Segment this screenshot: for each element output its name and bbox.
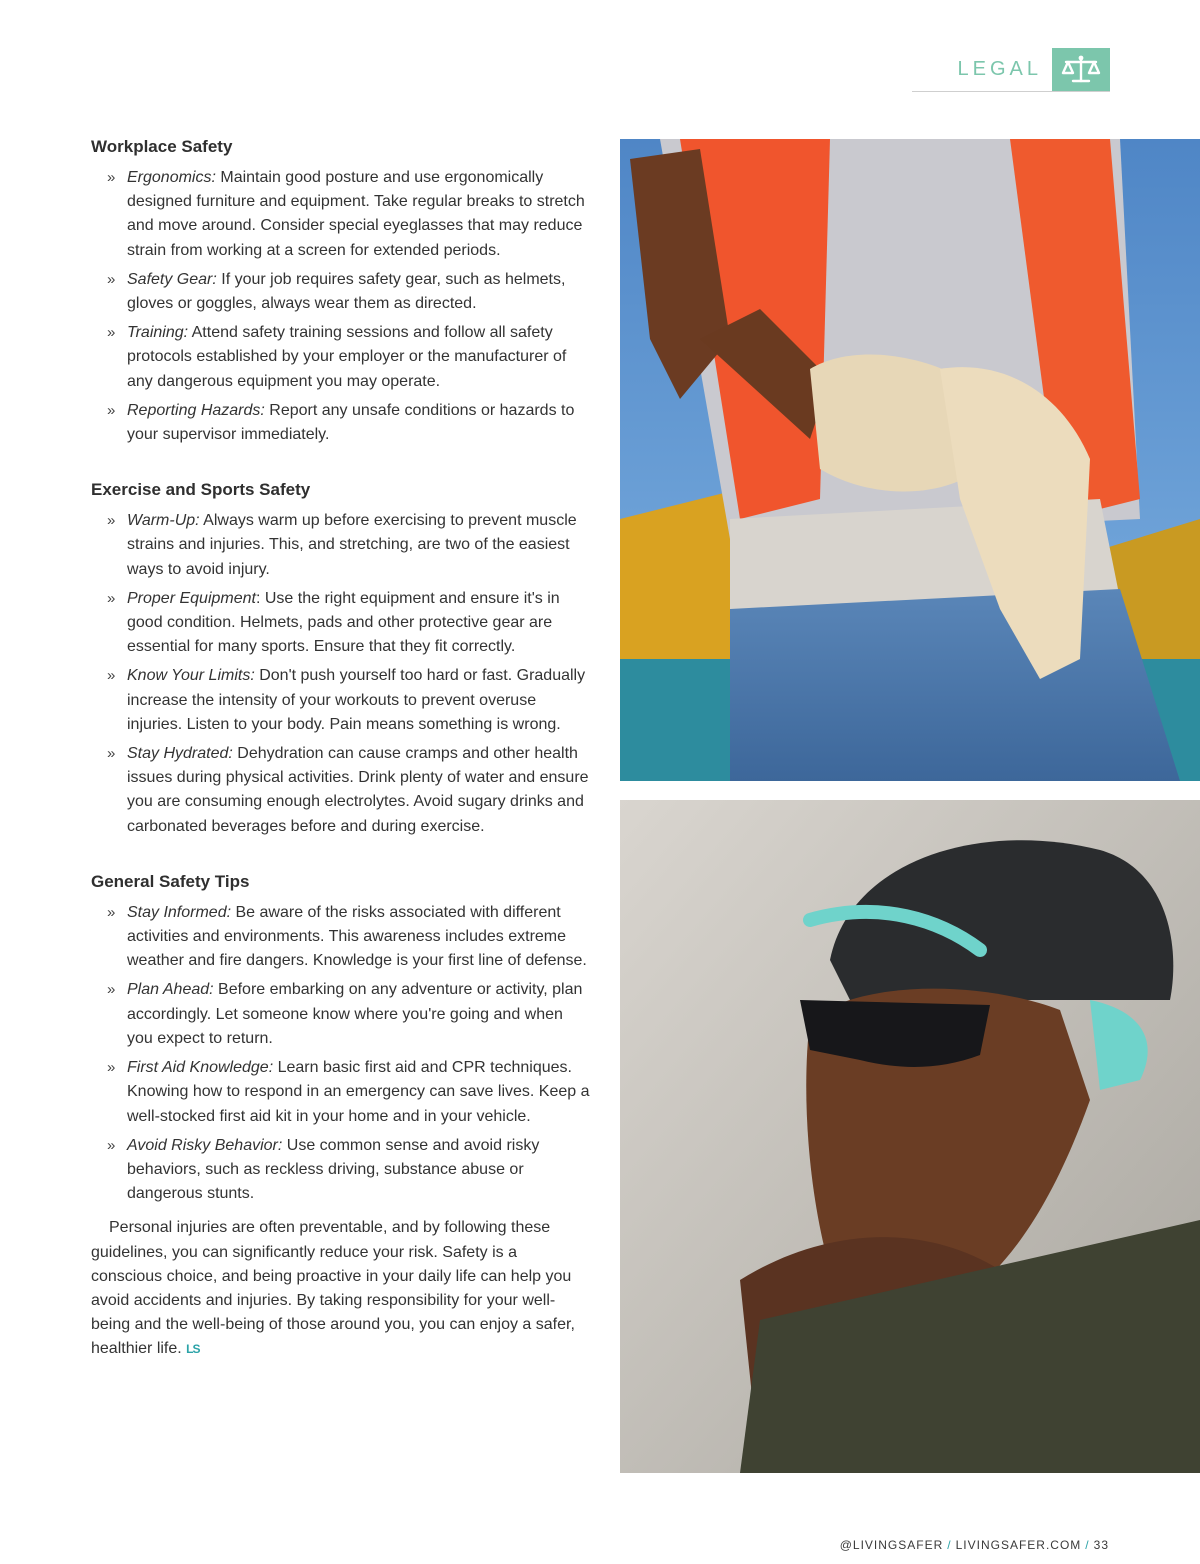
- bullet-term: Training:: [127, 324, 189, 342]
- bullet-item: [91, 664, 591, 737]
- header-rule: [912, 91, 1110, 92]
- page-number: 33: [1093, 1538, 1109, 1552]
- bullet-item: [91, 509, 591, 582]
- bullet-marker: »: [107, 324, 116, 342]
- content-section: [91, 134, 591, 447]
- scales-of-justice-icon: [1052, 48, 1110, 91]
- bullet-text: Attend safety training sessions and follow all safety protocols established by your employer or the manufacturer of any dangerous equipment you may operate.: [127, 324, 567, 390]
- bullet-item: [91, 399, 591, 447]
- bullet-marker: »: [107, 169, 116, 186]
- bullet-term: Ergonomics:: [127, 169, 216, 186]
- bullet-text: Before embarking on any adventure or activity, plan accordingly. Let someone know where you're going and when you expect to return.: [127, 981, 583, 1047]
- bullet-text: : Use the right equipment and ensure it's in good condition. Helmets, pads and other protective gear are essential for many sports. Ensure that they fit correctly.: [127, 589, 560, 656]
- end-mark: LS: [186, 1342, 200, 1357]
- bullet-text: Dehydration can cause cramps and other health issues during physical activities. Drink plenty of water and ensure you are consuming enough electrolytes. Avoid sugary drinks and carbonated beverages before and during exercise.: [127, 745, 589, 835]
- section-heading: Exercise and Sports Safety: [91, 480, 311, 500]
- footer-handle: @LIVINGSAFER: [839, 1538, 944, 1552]
- bullet-text: Maintain good posture and use ergonomically designed furniture and equipment. Take regular breaks to stretch and move around. Consider special eyeglasses that may reduce strain from working at a screen for extended periods.: [127, 169, 585, 259]
- bullet-text: Learn basic first aid and CPR techniques. Knowing how to respond in an emergency can save lives. Keep a well-stocked first aid kit in your home and in your vehicle.: [127, 1059, 590, 1125]
- bullet-term: Stay Informed:: [127, 903, 232, 921]
- bullet-list: [91, 509, 591, 839]
- bullet-item: [91, 978, 591, 1051]
- footer-separator: /: [1085, 1538, 1090, 1552]
- bullet-marker: »: [107, 903, 116, 921]
- bullet-item: [91, 1056, 591, 1129]
- page-footer: [840, 1538, 1109, 1552]
- footer-separator: /: [947, 1538, 952, 1552]
- bullet-item: [91, 321, 591, 394]
- closing-text: Personal injuries are often preventable, and by following these guidelines, you can significantly reduce your risk. Safety is a conscious choice, and being proactive in your daily life can help you avoid accidents and injuries. By taking responsibility for your well-being and the well-being of those around you, you can enjoy a safer, healthier life.: [91, 1219, 575, 1358]
- photo-cyclist-helmet: [620, 800, 1200, 1473]
- bullet-marker: »: [107, 745, 116, 763]
- closing-paragraph: [91, 1216, 591, 1361]
- bullet-text: If your job requires safety gear, such as helmets, gloves or goggles, always wear them as directed.: [127, 270, 566, 313]
- bullet-marker: »: [107, 512, 116, 530]
- bullet-item: [91, 1134, 591, 1207]
- bullet-term: Stay Hydrated:: [127, 745, 233, 763]
- bullet-term: Avoid Risky Behavior:: [127, 1136, 283, 1154]
- bullet-item: [91, 901, 591, 974]
- photo-worker-gloves: [620, 139, 1200, 781]
- bullet-marker: »: [107, 667, 116, 685]
- bullet-text: Always warm up before exercising to prevent muscle strains and injuries. This, and stretching, are two of the easiest ways to avoid injury.: [127, 512, 577, 578]
- bullet-item: [91, 742, 591, 839]
- bullet-item: [91, 166, 591, 263]
- article-column: [91, 134, 591, 1362]
- content-section: [91, 869, 591, 1206]
- section-tag: [912, 48, 1110, 91]
- section-label: LEGAL: [957, 58, 1042, 80]
- bullet-text: Report any unsafe conditions or hazards to your supervisor immediately.: [127, 401, 575, 444]
- bullet-item: [91, 587, 591, 660]
- bullet-marker: »: [107, 1136, 116, 1154]
- bullet-text: Don't push yourself too hard or fast. Gradually increase the intensity of your workouts to prevent overuse injuries. Listen to your body. Pain means something is wrong.: [127, 667, 586, 733]
- bullet-list: [91, 901, 591, 1206]
- footer-site: LIVINGSAFER.COM: [955, 1538, 1082, 1552]
- bullet-marker: »: [107, 981, 116, 999]
- bullet-term: Plan Ahead:: [127, 981, 214, 999]
- bullet-marker: »: [107, 270, 116, 288]
- bullet-term: First Aid Knowledge:: [127, 1059, 274, 1077]
- bullet-text: Be aware of the risks associated with different activities and environments. This awareness includes extreme weather and fire dangers. Knowledge is your first line of defense.: [127, 903, 587, 970]
- section-heading: General Safety Tips: [91, 871, 250, 891]
- bullet-list: [91, 166, 591, 447]
- bullet-term: Warm-Up:: [127, 512, 200, 530]
- bullet-term: Safety Gear:: [127, 270, 217, 288]
- bullet-marker: »: [107, 589, 116, 607]
- bullet-marker: »: [107, 401, 116, 419]
- bullet-term: Know Your Limits:: [127, 667, 255, 685]
- bullet-marker: »: [107, 1059, 116, 1077]
- section-heading: Workplace Safety: [91, 137, 233, 156]
- bullet-text: Use common sense and avoid risky behaviors, such as reckless driving, substance abuse or dangerous stunts.: [127, 1136, 540, 1203]
- bullet-item: [91, 268, 591, 316]
- bullet-term: Reporting Hazards:: [127, 401, 265, 419]
- content-section: [91, 477, 591, 839]
- bullet-term: Proper Equipment: [127, 589, 256, 607]
